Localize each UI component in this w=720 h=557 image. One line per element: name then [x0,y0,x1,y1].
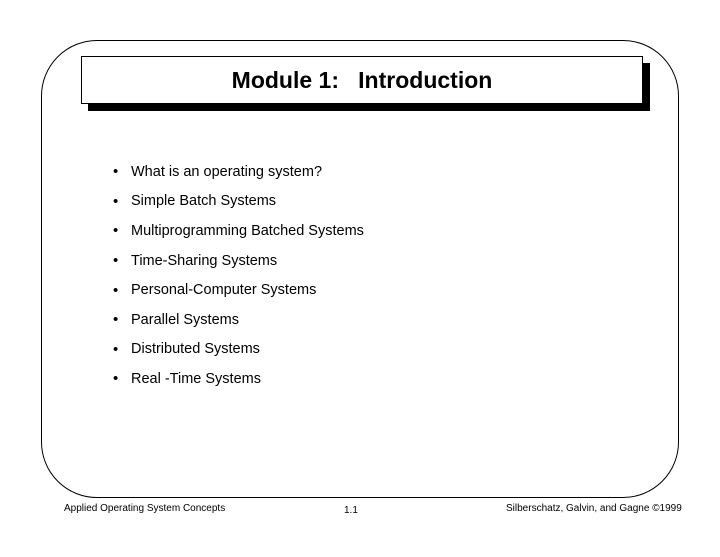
bullet-text: Distributed Systems [131,341,260,358]
bullet-icon: • [113,370,119,388]
bullet-list [113,157,364,394]
bullet-text: Time-Sharing Systems [131,252,278,269]
bullet-icon: • [113,311,119,329]
footer-course-title: Applied Operating System Concepts [64,503,226,514]
bullet-text: Parallel Systems [131,311,239,328]
bullet-icon: • [113,192,119,210]
bullet-item [113,364,364,394]
bullet-icon: • [113,222,119,240]
footer-page-number: 1.1 [344,505,358,516]
bullet-item [113,305,364,335]
bullet-icon: • [113,281,119,299]
bullet-item [113,157,364,187]
bullet-icon: • [113,340,119,358]
bullet-item [113,275,364,305]
bullet-item [113,335,364,365]
bullet-item [113,246,364,276]
bullet-text: Multiprogramming Batched Systems [131,222,364,239]
footer-copyright: Silberschatz, Galvin, and Gagne ©1999 [506,503,682,514]
bullet-text: Personal-Computer Systems [131,282,317,299]
bullet-icon: • [113,252,119,270]
title-box [81,56,643,104]
bullet-text: Simple Batch Systems [131,193,277,210]
bullet-text: What is an operating system? [131,163,323,180]
bullet-text: Real -Time Systems [131,370,261,387]
bullet-item [113,216,364,246]
slide-title: Module 1: Introduction [231,66,493,93]
bullet-item [113,187,364,217]
bullet-icon: • [113,163,119,181]
